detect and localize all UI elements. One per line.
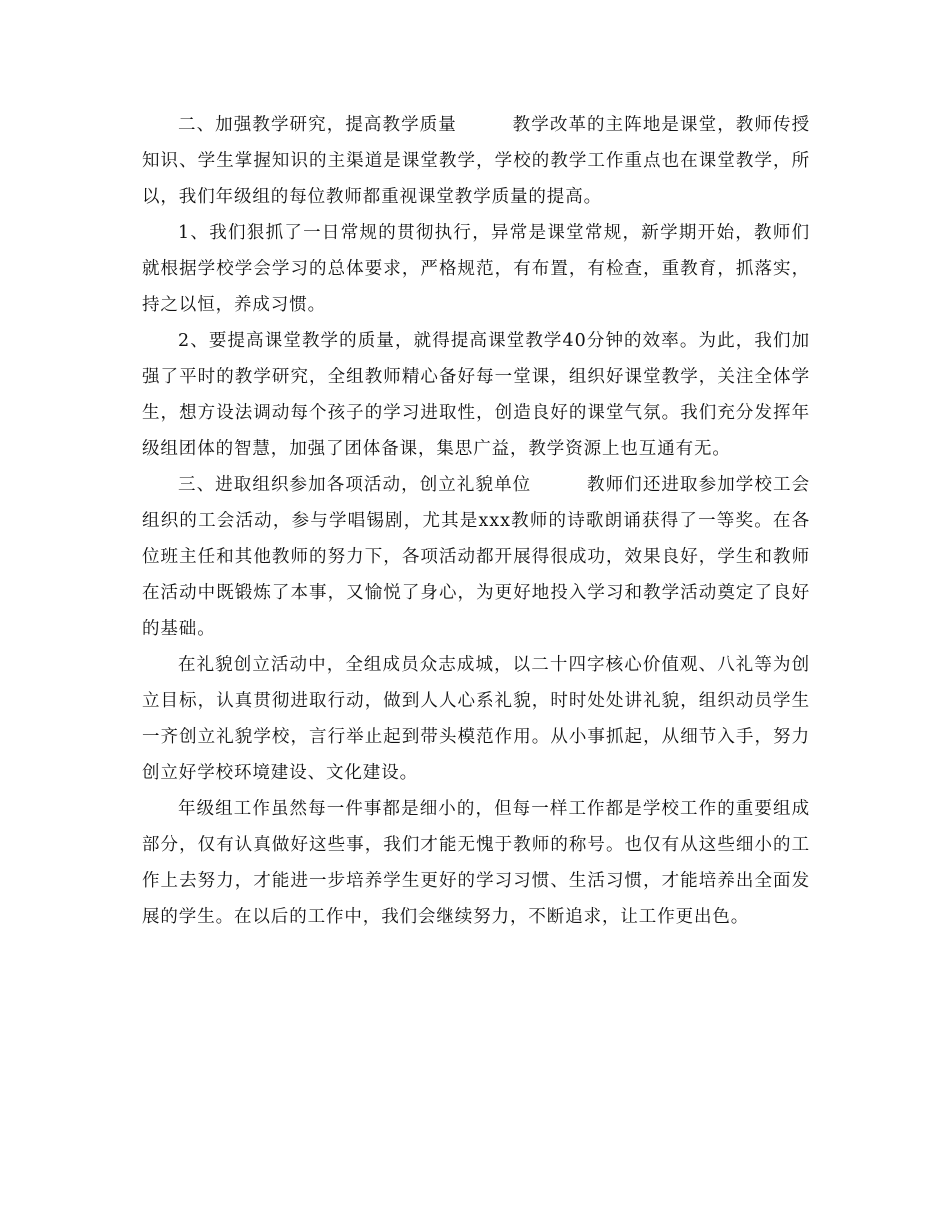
paragraph-conclusion: 年级组工作虽然每一件事都是细小的，但每一样工作都是学校工作的重要组成部分，仅有认真做好这些事，我们才能无愧于教师的称号。也仅有从这些细小的工作上去努力，才能进一步培养学生更好的学习习惯、生活习惯，才能培养出全面发展的学生。在以后的工作中，我们会继续努力，不断追求，让工作更出色。: [142, 799, 810, 927]
paragraph-daily-routine: 1、我们狠抓了一日常规的贯彻执行，异常是课堂常规，新学期开始，教师们就根据学校学会学习的总体要求，严格规范，有布置，有检查，重教育，抓落实，持之以恒，养成习惯。: [142, 223, 810, 315]
paragraph-teaching-research: 二、加强教学研究，提高教学质量 教学改革的主阵地是课堂，教师传授知识、学生掌握知识的主渠道是课堂教学，学校的教学工作重点也在课堂教学，所以，我们年级组的每位教师都重视课堂教学质量的提高。: [142, 115, 810, 207]
paragraph-activities: 三、进取组织参加各项活动，创立礼貌单位 教师们还进取参加学校工会组织的工会活动，参与学唱锡剧，尤其是xxx教师的诗歌朗诵获得了一等奖。在各位班主任和其他教师的努力下，各项活动都开展得很成功，效果良好，学生和教师在活动中既锻炼了本事，又愉悦了身心，为更好地投入学习和教学活动奠定了良好的基础。: [142, 475, 810, 639]
document-body: [142, 107, 810, 935]
paragraph-courtesy-creation: 在礼貌创立活动中，全组成员众志成城，以二十四字核心价值观、八礼等为创立目标，认真贯彻进取行动，做到人人心系礼貌，时时处处讲礼貌，组织动员学生一齐创立礼貌学校，言行举止起到带头模范作用。从小事抓起，从细节入手，努力创立好学校环境建设、文化建设。: [142, 655, 810, 783]
paragraph-class-efficiency: 2、要提高课堂教学的质量，就得提高课堂教学40分钟的效率。为此，我们加强了平时的教学研究，全组教师精心备好每一堂课，组织好课堂教学，关注全体学生，想方设法调动每个孩子的学习进取性，创造良好的课堂气氛。我们充分发挥年级组团体的智慧，加强了团体备课，集思广益，教学资源上也互通有无。: [142, 331, 810, 459]
